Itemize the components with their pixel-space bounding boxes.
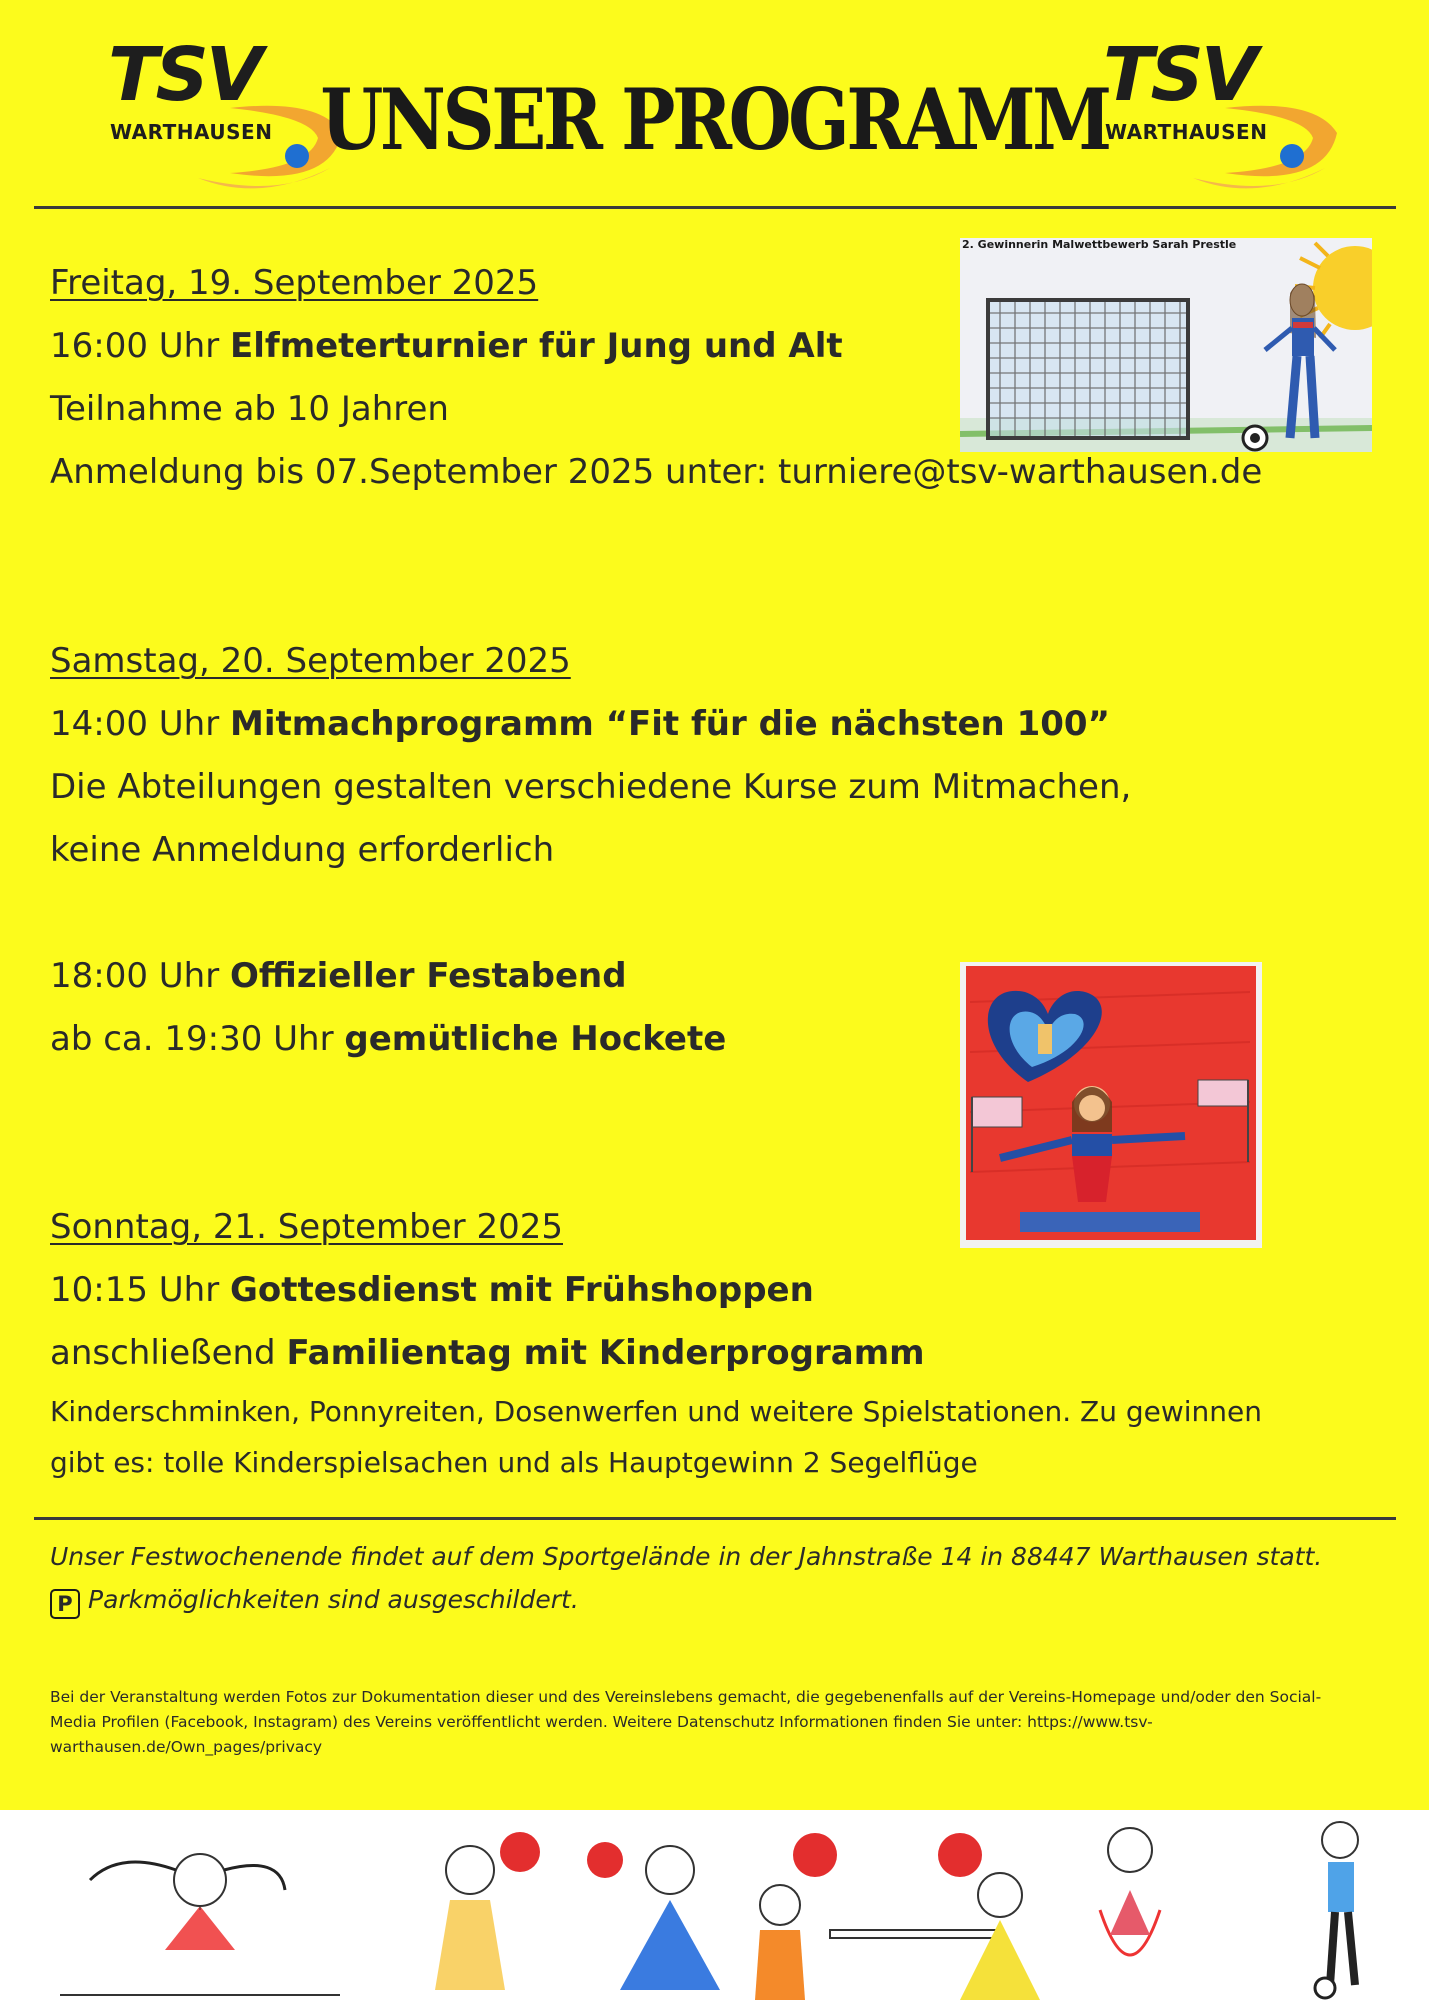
- sunday-event2: Familientag mit Kinderprogramm: [286, 1333, 925, 1373]
- drawing-goalkeeper-image: [960, 238, 1372, 452]
- saturday-event2: Offizieller Festabend: [230, 956, 627, 996]
- saturday-event3: gemütliche Hockete: [344, 1019, 727, 1059]
- parking-text: Parkmöglichkeiten sind ausgeschildert.: [88, 1585, 579, 1614]
- saturday-time1: 14:00 Uhr: [50, 704, 220, 744]
- saturday-event3-line: [50, 1019, 726, 1060]
- saturday-event1: Mitmachprogramm “Fit für die nächsten 100”: [230, 704, 1110, 744]
- drawing-caption: 2. Gewinnerin Malwettbewerb Sarah Prestle: [962, 238, 1237, 251]
- logo-right-name: TSV: [1103, 32, 1256, 118]
- saturday-time2: 18:00 Uhr: [50, 956, 220, 996]
- location-text: Unser Festwochenende findet auf dem Sportgelände in der Jahnstraße 14 in 88447 Warthausen statt.: [50, 1542, 1323, 1571]
- logo-right: [1075, 32, 1335, 198]
- page-title: UNSER PROGRAMM: [320, 70, 1109, 169]
- saturday-time3: ab ca. 19:30 Uhr: [50, 1019, 334, 1059]
- drawing-heart-svg: [960, 962, 1262, 1248]
- saturday-info2: keine Anmeldung erforderlich: [50, 830, 555, 870]
- saturday-date: Samstag, 20. September 2025: [50, 641, 571, 681]
- friday-event: Elfmeterturnier für Jung und Alt: [230, 326, 843, 366]
- saturday-event2-line: [50, 956, 627, 997]
- children-drawing-svg: [0, 1810, 1429, 2000]
- sunday-prefix2: anschließend: [50, 1333, 276, 1373]
- saturday-info1: Die Abteilungen gestalten verschiedene Kurse zum Mitmachen,: [50, 767, 1132, 807]
- friday-date: Freitag, 19. September 2025: [50, 263, 539, 303]
- saturday-event1-line: [50, 704, 1110, 745]
- sunday-event2-line: [50, 1333, 925, 1374]
- children-drawing-strip: [0, 1810, 1429, 2000]
- sunday-date: Sonntag, 21. September 2025: [50, 1207, 563, 1247]
- sunday-event1-line: [50, 1270, 814, 1311]
- header-divider: [34, 206, 1396, 209]
- privacy-note: Bei der Veranstaltung werden Fotos zur Dokumentation dieser und des Vereinslebens gemacht, die gegebenenfalls auf der Vereins-Homepage und/oder den Social-Media Profilen (Facebook, Instagram) des Vereins veröffentlicht werden. Weitere Datenschutz Informationen finden Sie unter: https://www.tsv-warthausen.de/Own_pages/privacy: [50, 1688, 1322, 1757]
- parking-icon: P: [50, 1589, 80, 1619]
- sunday-event1: Gottesdienst mit Frühshoppen: [230, 1270, 814, 1310]
- friday-info-registration: Anmeldung bis 07.September 2025 unter: turniere@tsv-warthausen.de: [50, 452, 1263, 492]
- logo-left-subtitle: WARTHAUSEN: [110, 120, 273, 144]
- logo-left-name: TSV: [108, 32, 261, 118]
- logo-right-subtitle: WARTHAUSEN: [1105, 120, 1268, 144]
- sunday-time1: 10:15 Uhr: [50, 1270, 220, 1310]
- friday-info-age: Teilnahme ab 10 Jahren: [50, 389, 449, 429]
- footer-divider: [34, 1517, 1396, 1520]
- drawing-goal-svg: [960, 238, 1372, 452]
- sunday-info2: gibt es: tolle Kinderspielsachen und als Hauptgewinn 2 Segelflüge: [50, 1446, 978, 1479]
- friday-event-line: [50, 326, 843, 367]
- sunday-info1: Kinderschminken, Ponnyreiten, Dosenwerfen und weitere Spielstationen. Zu gewinnen: [50, 1395, 1263, 1428]
- friday-time: 16:00 Uhr: [50, 326, 220, 366]
- parking-line: [50, 1585, 579, 1619]
- drawing-heart-girl-image: [960, 962, 1262, 1248]
